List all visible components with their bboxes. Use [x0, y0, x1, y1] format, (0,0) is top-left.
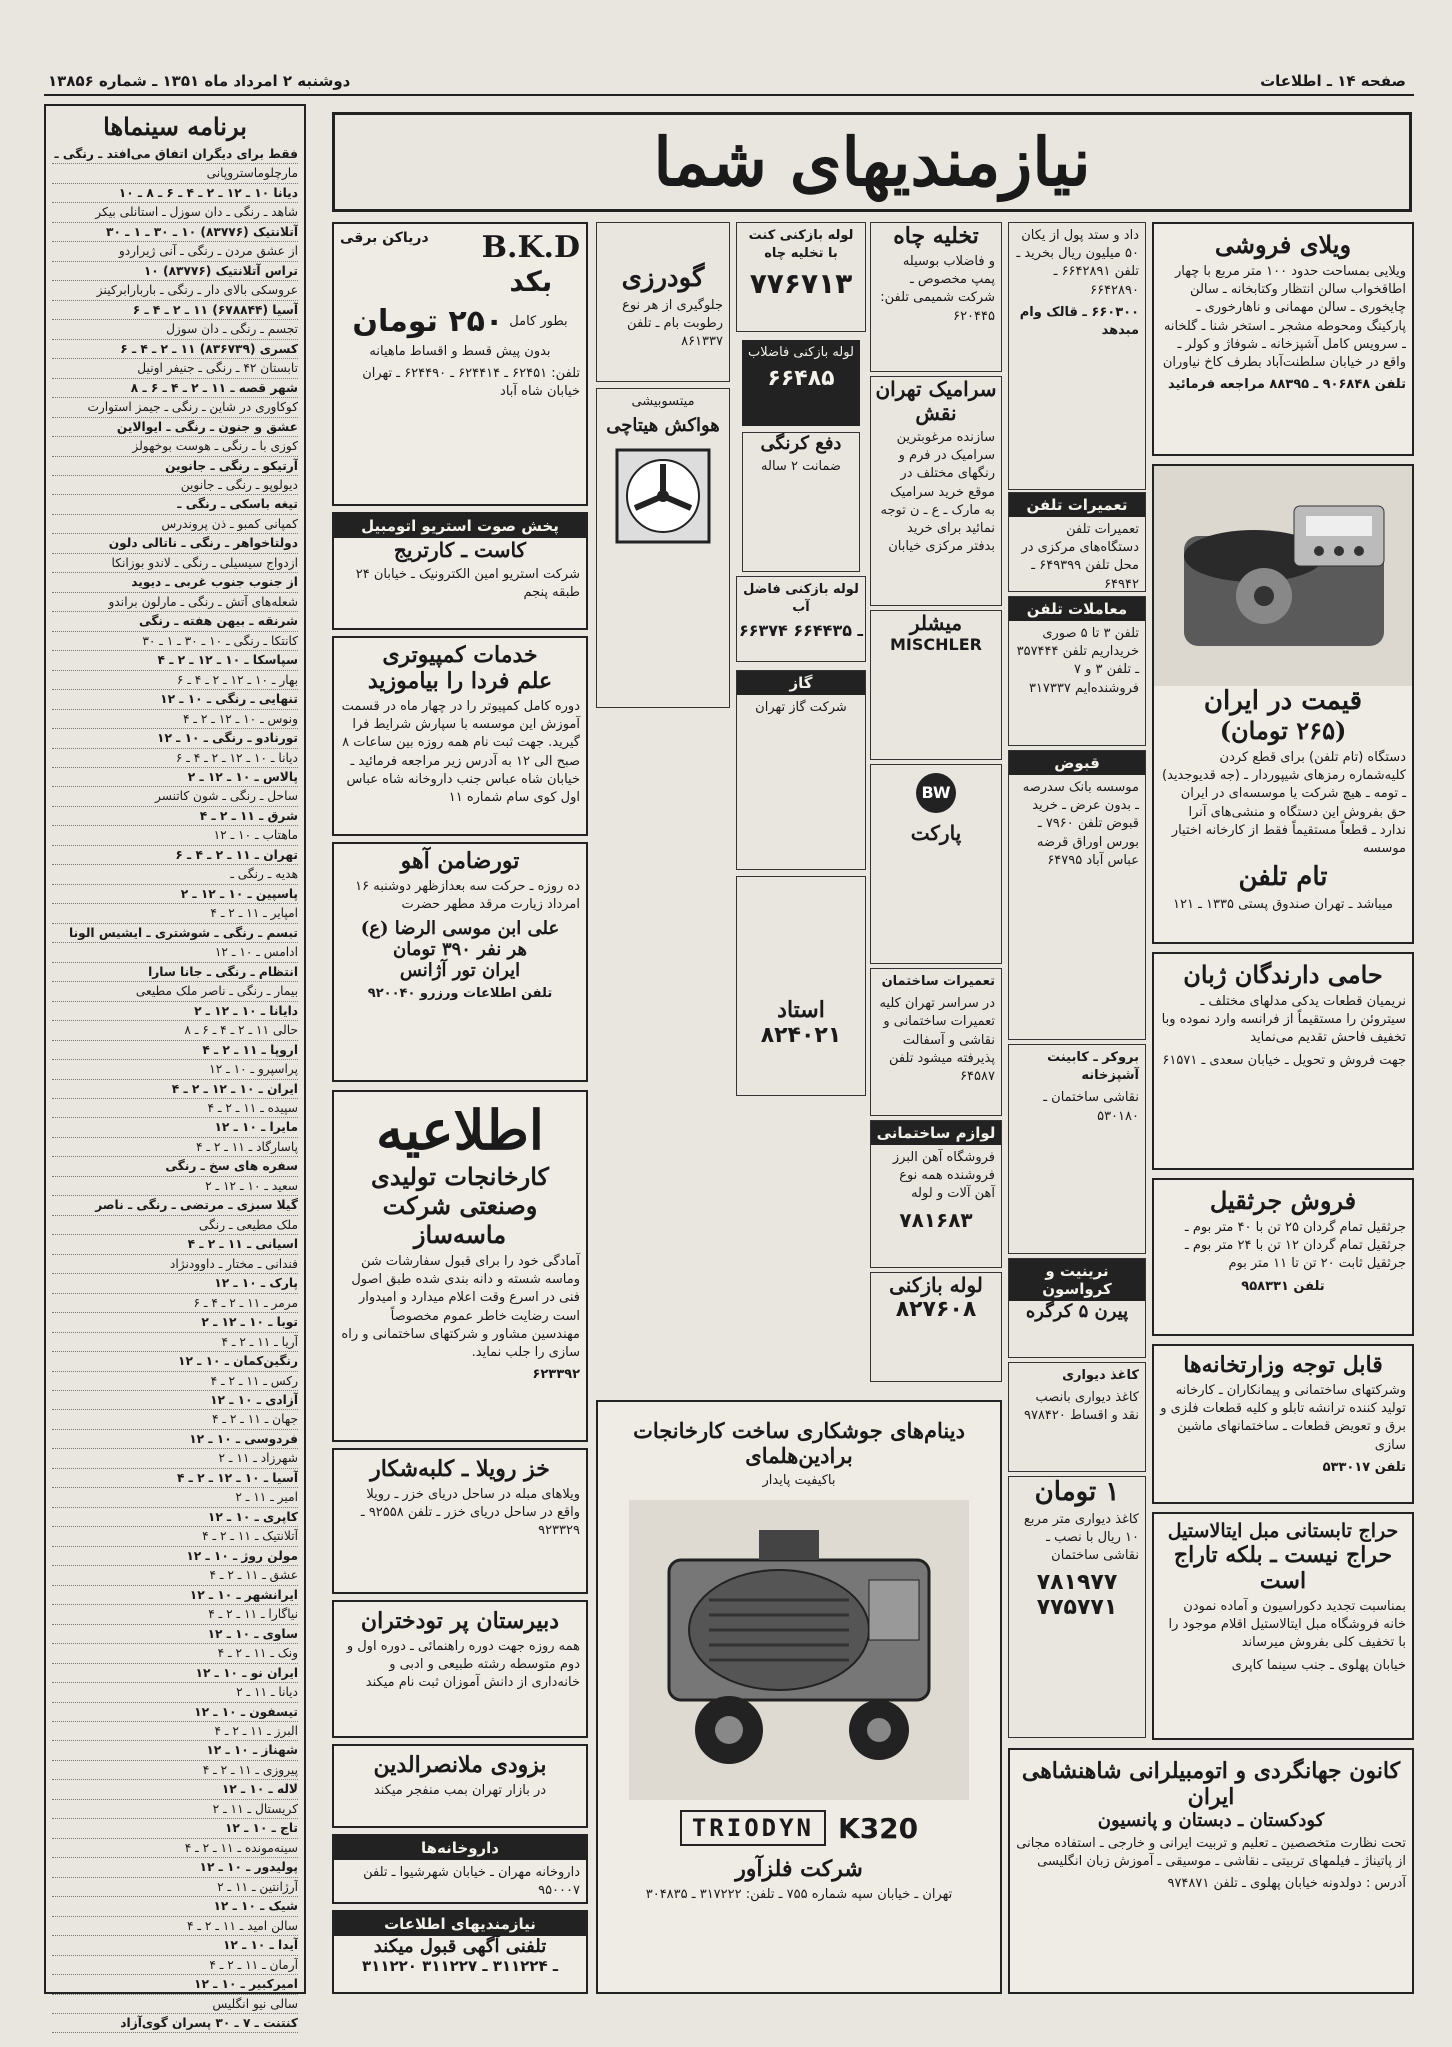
cinema-row: آرژانتین ـ ۱۱ ـ ۲ [52, 1878, 298, 1897]
ad-moamelat-tel [1008, 596, 1146, 746]
cinema-row: شعله‌های آتش ـ رنگی ـ مارلون براندو [52, 593, 298, 612]
cinema-row: کوزی با ـ رنگی ـ هوست بوخهولز [52, 437, 298, 456]
cinema-row: سالن امید ـ ۱۱ ـ ۲ ـ ۴ [52, 1917, 298, 1936]
cinema-row: انتظام ـ رنگی ـ جانا سارا [52, 963, 298, 982]
ad-bkd [332, 222, 588, 506]
ad-school [332, 1600, 588, 1738]
taamirat-tel-body: تعمیرات تلفن دستگاه‌های مرکزی در محل تلفن ۶۴۹۳۹۹ ـ ۶۴۹۴۲ [1021, 522, 1139, 592]
ad-stereo [332, 512, 588, 630]
cinema-row: جهان ـ ۱۱ ـ ۲ ـ ۴ [52, 1410, 298, 1429]
cinema-row: دایانا ـ ۱۰ ـ ۱۲ ـ ۲ [52, 1002, 298, 1021]
cinema-row: پولیدور ـ ۱۰ ـ ۱۲ [52, 1858, 298, 1877]
cinema-row: توبا ـ ۱۰ ـ ۱۲ ـ ۲ [52, 1313, 298, 1332]
language-body: نریمیان قطعات یدکی مدلهای مختلف ـ سیتروئن را مستقیماً از فرانسه وارد نموده وبا تخفیف فاحش تقدیم می‌نماید [1161, 994, 1406, 1046]
pipe-bazkon-title: لوله بازکنی [889, 1273, 983, 1297]
takhlie-body: و فاضلاب بوسیله پمپ مخصوص ـ شرکت شمیمی تلفن: ۶۲۰۴۴۵ [880, 254, 995, 324]
ad-pipe2 [742, 340, 860, 426]
club-sub: کودکستان ـ دبستان و پانسیون [1097, 1810, 1325, 1831]
cinema-row: تابستان ۴۲ ـ رنگی ـ جنیفر اونیل [52, 359, 298, 378]
ad-ahoo [332, 842, 588, 1082]
cinema-row: دولتاخواهر ـ رنگی ـ ناتالی دلون [52, 534, 298, 553]
ad-parsian [870, 764, 1002, 964]
cinema-row: کانتکا ـ رنگی ـ ۱۰ ـ ۳۰ ـ ۱ ـ ۳۰ [52, 632, 298, 651]
ad-club [1008, 1748, 1414, 1994]
takhlie-title: تخلیه چاه [893, 223, 979, 249]
cinema-row: گیلا سبزی ـ مرتضی ـ رنگی ـ ناصر [52, 1196, 298, 1215]
cinema-row: مارچلوماستروپانی [52, 164, 298, 183]
tehran-building-title: تعمیرات ساختمان [881, 974, 995, 989]
club-address: آدرس : دولدونه خیابان پهلوی ـ تلفن ۹۷۴۸۷۱ [1167, 1876, 1406, 1892]
ahoo-price: هر نفر ۳۹۰ تومان [393, 939, 527, 961]
cinema-row: نیاگارا ـ ۱۱ ـ ۲ ـ ۴ [52, 1605, 298, 1624]
cinema-row: آتلانتیک (۸۳۷۷۶) ۱۰ ـ ۳۰ ـ ۱ ـ ۳۰ [52, 223, 298, 242]
cinema-row: پارک ـ ۱۰ ـ ۱۲ [52, 1274, 298, 1293]
ad-kagh [1008, 1362, 1146, 1472]
taamirat-tel-title: تعمیرات تلفن [1009, 493, 1145, 517]
computer-title: خدمات کمپیوتری [382, 642, 538, 668]
ad-generator [596, 1400, 1002, 1994]
cinema-row: آیدا ـ ۱۰ ـ ۱۲ [52, 1936, 298, 1955]
ad-pipe3 [736, 576, 866, 662]
cinema-row: کاپری ـ ۱۰ ـ ۱۲ [52, 1508, 298, 1527]
ad-heater [596, 388, 730, 708]
cinema-row: امیر ـ ۱۱ ـ ۲ [52, 1488, 298, 1507]
cinema-row: تورنادو ـ رنگی ـ ۱۰ ـ ۱۲ [52, 729, 298, 748]
ad-loan [1008, 222, 1146, 490]
cinema-row: سینه‌مونده ـ ۱۱ ـ ۲ ـ ۴ [52, 1839, 298, 1858]
lavazem-body: فروشگاه آهن البرز فروشنده همه نوع آهن آلات و لوله [892, 1150, 995, 1202]
khazar-title: خز رویلا ـ کلبه‌شکار [370, 1456, 550, 1482]
ad-takhlie [870, 222, 1002, 372]
cinema-row: فقط برای دیگران اتفاق می‌افتد ـ رنگی ـ [52, 145, 298, 164]
issue-date: دوشنبه ۲ امرداد ماه ۱۳۵۱ ـ شماره ۱۳۸۵۶ [48, 72, 351, 90]
lavazem-phone: ۷۸۱۶۸۳ [899, 1207, 973, 1232]
cinema-row: دیانا ـ ۱۱ ـ ۲ [52, 1683, 298, 1702]
one-toman-body: کاغذ دیواری متر مربع ۱۰ ریال با نصب ـ نقاشی ساختمان [1023, 1512, 1139, 1564]
cinema-row: شیک ـ ۱۰ ـ ۱۲ [52, 1897, 298, 1916]
notice-title: اطلاعیه [376, 1098, 544, 1162]
cinema-row: شهناز ـ ۱۰ ـ ۱۲ [52, 1741, 298, 1760]
ad-computer [332, 636, 588, 836]
kagh-title: کاغذ دیواری [1062, 1368, 1139, 1383]
pipe3-title: لوله بازکنی فاضل آب [743, 582, 859, 616]
cinema-row: شهرزاد ـ ۱۱ ـ ۲ [52, 1449, 298, 1468]
ad-notice [332, 1090, 588, 1442]
ad-taamirat-tel [1008, 492, 1146, 592]
pharmacy-title: داروخانه‌ها [334, 1836, 586, 1860]
ceramic-title: سرامیک تهران نقش [875, 377, 997, 425]
cinema-row: آریا ـ ۱۱ ـ ۲ ـ ۴ [52, 1333, 298, 1352]
ad-auction [1152, 1512, 1414, 1740]
ad-language [1152, 952, 1414, 1170]
cardphone-body: دستگاه (تام تلفن) برای قطع کردن کلیه‌شماره رمزهای شیپوردار ـ (جه قدیوجدید) ـ تومه ـ هیچ شرکت یا موسسه‌ای در ایران حق بفروش این دستگاه و منشی‌های آنرا ندارد ـ قطعاً مستقیماً فقط از کارخانه اختیار موسسه [1162, 750, 1406, 856]
cinema-row: کوکاوری در شاین ـ رنگی ـ جیمز استوارت [52, 398, 298, 417]
tile-sub: پیرن ۵ کرگره [1025, 1301, 1129, 1322]
fan-icon [613, 446, 713, 546]
cinema-row: پراسپرو ـ ۱۰ ـ ۱۲ [52, 1060, 298, 1079]
cinema-row: تجسم ـ رنگی ـ دان سوزل [52, 320, 298, 339]
stereo-title: پخش صوت استریو اتومبیل [334, 514, 586, 538]
ghobooz-body: موسسه بانک سدرصه ـ بدون عرض ـ خرید قبوض تلفن ۷۹۶۰ ـ بورس اوراق قرضه عباس آباد ۶۴۷۹۵ [1022, 780, 1139, 868]
ad-pipe-bazkon [870, 1272, 1002, 1382]
ahoo-title: تورضامن آهو [400, 848, 520, 874]
ad-michelin [870, 610, 1002, 760]
cardphone-address: میباشد ـ تهران صندوق پستی ۱۳۳۵ ـ ۱۲۱ [1173, 897, 1393, 913]
ahoo-phone: تلفن اطلاعات ورزرو ۹۲۰۰۴۰ [367, 986, 553, 1002]
khazar-body: ویلاهای مبله در ساحل دریای خزر ـ رویلا واقع در ساحل دریای خزر ـ تلفن ۹۲۵۵۸ ـ ۹۲۳۳۲۹ [360, 1487, 580, 1539]
ad-molla [332, 1744, 588, 1828]
kagh-body: کاغذ دیواری بانصب نقد و اقساط ۹۷۸۴۲۰ [1023, 1390, 1139, 1424]
cinema-row: ازدواج سیسیلی ـ رنگی ـ لاندو بوزانکا [52, 554, 298, 573]
ad-dafe [742, 432, 860, 572]
generator-brand: TRIODYN [680, 1810, 826, 1846]
ad-ceramic [870, 376, 1002, 606]
auction-body: بمناسبت تجدید دکوراسیون و آماده نمودن خانه فروشگاه مبل ایتالاستیل اقلام موجود را با تخفیف کلی بفروش میرساند [1168, 1599, 1406, 1651]
bkd-tag: دریاکن برقی [340, 230, 429, 246]
school-body: همه روزه جهت دوره راهنمائی ـ دوره اول و دوم متوسطه رشته طبیعی و ادبی و خانه‌داری از دانش آموزان ثبت نام میکند [346, 1639, 580, 1691]
one-toman-title: ۱ تومان [1034, 1477, 1120, 1507]
bkd-price-label: بطور کامل [509, 314, 568, 329]
cinema-row: ملک مطیعی ـ رنگی [52, 1216, 298, 1235]
cinema-row: سپاسکا ـ ۱۰ ـ ۱۲ ـ ۲ ـ ۴ [52, 651, 298, 670]
cinema-row: ایرانشهر ـ ۱۰ ـ ۱۲ [52, 1586, 298, 1605]
cinema-row: ماهتاب ـ ۱۰ ـ ۱۲ [52, 826, 298, 845]
cardphone-title: قیمت در ایران [1203, 686, 1363, 716]
needs-phone: ۳۱۱۲۲۰ ـ ۳۱۱۲۲۴ ـ ۳۱۱۲۲۷ [362, 1957, 558, 1975]
auction-address: خیابان پهلوی ـ جنب سینما کاپری [1231, 1657, 1406, 1673]
cinema-row: امیرکبیر ـ ۱۰ ـ ۱۲ [52, 1975, 298, 1994]
welding-generator-image [629, 1500, 969, 1800]
cinema-row: تنهایی ـ رنگی ـ ۱۰ ـ ۱۲ [52, 690, 298, 709]
cinema-row: عشق ـ ۱۱ ـ ۲ ـ ۴ [52, 1566, 298, 1585]
cinema-row: شاهد ـ رنگی ـ دان سوزل ـ استانلی بیکر [52, 203, 298, 222]
cinema-row: فردوسی ـ ۱۰ ـ ۱۲ [52, 1430, 298, 1449]
moamelat-tel-title: معاملات تلفن [1009, 597, 1145, 621]
crane-title: فروش جرثقیل [1209, 1186, 1357, 1215]
ad-tehran-building [870, 968, 1002, 1116]
ad-pharmacy [332, 1834, 588, 1904]
stereo-body: شرکت استریو امین الکترونیک ـ خیابان ۲۴ طبقه پنجم [355, 567, 580, 601]
moamelat-tel-body: تلفن ۳ تا ۵ صوری خریداریم تلفن ۳۵۷۴۴۴ ـ تلفن ۳ و ۷ فروشنده‌ایم ۳۱۷۳۳۷ [1016, 626, 1139, 696]
cinema-row: کنتنت ـ ۷ ـ ۳۰ پسران گوی‌آزاد [52, 2014, 298, 2033]
kitchen-body: نقاشی ساختمان ـ ۵۳۰۱۸۰ [1043, 1090, 1139, 1124]
heater-label: میتسوبیشی [631, 394, 695, 409]
telephone-icon [1154, 466, 1412, 686]
ad-crane [1152, 1178, 1414, 1336]
cinema-row: سفره های سخ ـ رنگی [52, 1157, 298, 1176]
cinema-row: کریستال ـ ۱۱ ـ ۲ [52, 1800, 298, 1819]
ad-needs [332, 1910, 588, 1994]
pharmacy-body: داروخانه مهران ـ خیابان شهرشیوا ـ تلفن ۹۵۰۰۰۷ [363, 1865, 580, 1899]
cinema-listings [44, 104, 306, 2030]
generator-title: دینام‌های جوشکاری ساخت کارخانجات برادین‌هلمای [633, 1418, 965, 1468]
cinema-row: آزادی ـ ۱۰ ـ ۱۲ [52, 1391, 298, 1410]
gas-title: گاز [737, 671, 865, 695]
cinema-row: دیولوپو ـ رنگی ـ جانوین [52, 476, 298, 495]
cinema-row: ونک ـ ۱۱ ـ ۲ ـ ۴ [52, 1644, 298, 1663]
needs-title: نیازمندیهای اطلاعات [334, 1912, 586, 1936]
notice-sub: کارخانجات تولیدی وصنعتی شرکت ماسه‌ساز [371, 1162, 549, 1249]
villa-body: ویلایی بمساحت حدود ۱۰۰ متر مربع با چهار اطاقخواب سالن انتظار وکتابخانه ـ سالن چایخوری ـ سالن مهمانی و ناهارخوری ـ پارکینگ ومحوطه مشجر ـ استخر شنا ـ گلخانه ـ سرویس کامل آشپزخانه ـ شوفاژ و کولر ـ واقع در خیابان سلطنت‌آباد بطرف کاخ نیاوران [1162, 264, 1406, 370]
one-toman-phone-1: ۷۸۱۹۷۷ [1036, 1569, 1118, 1595]
cinema-row: سالی نیو انگلیس [52, 1995, 298, 2014]
cinema-row: سپیده ـ ۱۱ ـ ۲ ـ ۴ [52, 1099, 298, 1118]
kitchen-title: بروکر ـ کابینت آشپزخانه [1047, 1050, 1139, 1084]
bkd-address: تلفن: ۶۲۴۵۱ ـ ۶۲۴۴۱۴ ـ ۶۲۴۴۹۰ ـ تهران خیابان شاه آباد [362, 366, 580, 400]
cinema-row: رکس ـ ۱۱ ـ ۲ ـ ۴ [52, 1372, 298, 1391]
cinema-row: سعید ـ ۱۰ ـ ۱۲ ـ ۲ [52, 1177, 298, 1196]
ahoo-body: ده روزه ـ حرکت سه بعدازظهر دوشنبه ۱۶ امرداد زیارت مرقد مطهر حضرت [355, 879, 580, 913]
ghodzi-body: جلوگیری از هر نوع رطوبت بام ـ تلفن ۸۶۱۳۳۷ [622, 298, 723, 350]
ahoo-agency: ایران تور آژانس [399, 960, 521, 982]
language-address: جهت فروش و تحویل ـ خیابان سعدی ـ ۶۱۵۷۱ [1162, 1052, 1406, 1068]
cinema-row: دیانا ـ ۱۰ ـ ۱۲ ـ ۲ ـ ۴ ـ ۶ [52, 749, 298, 768]
tile-title: نرینیت و کرواسون [1009, 1259, 1145, 1301]
cinema-row: ادامس ـ ۱۰ ـ ۱۲ [52, 943, 298, 962]
cinema-row: پیروزی ـ ۱۱ ـ ۲ ـ ۴ [52, 1761, 298, 1780]
pipe1-title: لوله بازکنی کنت با تخلیه چاه [748, 228, 854, 262]
ad-kitchen [1008, 1044, 1146, 1254]
cinema-row: پاسارگاد ـ ۱۱ ـ ۲ ـ ۴ [52, 1138, 298, 1157]
cinema-row: دیانا ۱۰ ـ ۱۲ ـ ۲ ـ ۴ ـ ۶ ـ ۸ ـ ۱۰ [52, 184, 298, 203]
ahoo-name: علی ابن موسی الرضا (ع) [360, 918, 560, 940]
generator-address: تهران ـ خیابان سپه شماره ۷۵۵ ـ تلفن: ۳۱۷۲۲۲ ـ ۳۰۴۸۳۵ [645, 1887, 953, 1903]
one-toman-phone-2: ۷۷۵۷۷۱ [1036, 1594, 1118, 1620]
heater-title: هواکش هیتاچی [606, 415, 720, 437]
ostad-title: استاد [777, 997, 825, 1023]
cinema-row: رنگین‌کمان ـ ۱۰ ـ ۱۲ [52, 1352, 298, 1371]
villa-title: ویلای فروشی [1214, 230, 1352, 259]
print-phone: تلفن ۵۳۳۰۱۷ [1322, 1459, 1406, 1475]
cardphone-price: (۲۶۵ تومان) [1219, 716, 1347, 745]
ad-print [1152, 1344, 1414, 1504]
cinema-row: تهران ـ ۱۱ ـ ۲ ـ ۴ ـ ۶ [52, 846, 298, 865]
computer-body: دوره کامل کمپیوتر را در چهار ماه در قسمت آموزش این موسسه با سپارش شرایط فرا گیرید. جهت ثبت نام همه روزه بین ساعات ۸ صبح الی ۱۲ به آدرس زیر مراجعه فرمائید ـ خیابان شاه عباس جنب داروخانه شاه عباس اول کوی سام شماره ۱۱ [341, 699, 580, 805]
crane-phone: تلفن ۹۵۸۳۳۱ [1241, 1278, 1325, 1294]
gas-body: شرکت گاز تهران [755, 700, 847, 715]
michelin-brand: MISCHLER [890, 635, 982, 654]
cinema-row: آرمان ـ ۱۱ ـ ۲ ـ ۴ [52, 1956, 298, 1975]
parsian-title: پارکت [910, 821, 962, 845]
cinema-row: ونوس ـ ۱۰ ـ ۱۲ ـ ۲ ـ ۴ [52, 710, 298, 729]
cinema-row: بهار ـ ۱۰ ـ ۱۲ ـ ۲ ـ ۴ ـ ۶ [52, 671, 298, 690]
cinema-row: هدیه ـ رنگی ـ [52, 865, 298, 884]
pipe3-phone: ۶۶۳۷۴ ـ ۶۶۴۴۳۵ [738, 621, 864, 641]
cinema-row: امپایر ـ ۱۱ ـ ۲ ـ ۴ [52, 904, 298, 923]
club-title: کانون جهانگردی و اتومبیلرانی شاهنشاهی ایران [1021, 1758, 1401, 1810]
parsian-brand: BW [916, 773, 956, 813]
cinema-row: پاسپین ـ ۱۰ ـ ۱۲ ـ ۲ [52, 885, 298, 904]
cinema-row: بیمار ـ رنگی ـ ناصر ملک مطیعی [52, 982, 298, 1001]
pipe-bazkon-phone: ۸۲۷۶۰۸ [895, 1297, 977, 1322]
cinema-row: آتلانتیک ـ ۱۱ ـ ۲ ـ ۴ [52, 1527, 298, 1546]
ad-cardphone [1152, 464, 1414, 944]
cinema-row: اروپا ـ ۱۱ ـ ۲ ـ ۴ [52, 1041, 298, 1060]
school-title: دبیرستان پر تودختران [360, 1608, 560, 1634]
loan-text: داد و ستد پول از یکان ۵۰ میلیون ریال بخرید ـ تلفن ۶۶۴۲۸۹۱ ـ ۶۶۴۲۸۹۰ [1016, 228, 1139, 298]
telephone-device-image [1154, 466, 1412, 686]
cinema-row: تراس آتلانتیک (۸۳۷۷۶) ۱۰ [52, 262, 298, 281]
dafe-body: ضمانت ۲ ساله [761, 459, 841, 474]
cinema-row: شهر قصه ـ ۱۱ ـ ۲ ـ ۴ ـ ۶ ـ ۸ [52, 379, 298, 398]
cinema-row: ساحل ـ رنگی ـ شون کاتنسر [52, 787, 298, 806]
cinema-row: فندانی ـ مختار ـ داوودنژاد [52, 1255, 298, 1274]
molla-title: بزودی ملانصرالدین [373, 1752, 547, 1778]
stereo-sub: کاست ـ کارتریج [393, 538, 527, 562]
generator-model: K320 [838, 1811, 919, 1845]
cinema-row: اسیانی ـ ۱۱ ـ ۲ ـ ۴ [52, 1235, 298, 1254]
ad-villa [1152, 222, 1414, 456]
cinema-row: تاج ـ ۱۰ ـ ۱۲ [52, 1819, 298, 1838]
ad-gas [736, 670, 866, 870]
notice-phone: ۶۲۳۳۹۲ [532, 1367, 580, 1383]
loan-sub: ۶۶۰۳۰۰ ـ قالک وام مبدهد [1019, 304, 1139, 338]
auction-sub: حراج نیست ـ بلکه تاراج است [1173, 1542, 1393, 1594]
language-title: حامی دارندگان ژبان [1183, 960, 1383, 989]
cinema-row: شرق ـ ۱۱ ـ ۲ ـ ۴ [52, 807, 298, 826]
tehran-building-body: در سراسر تهران کلیه تعمیرات ساختمانی و نقاشی و آسفالت پذیرفته میشود تلفن ۶۴۵۸۷ [879, 996, 995, 1084]
cinema-row: عروسکی بالای دار ـ رنگی ـ باربارابرکینز [52, 281, 298, 300]
cinema-list [46, 145, 304, 2033]
cinema-row: آسیا (۶۷۸۸۴۴) ۱۱ ـ ۲ ـ ۴ ـ ۶ [52, 301, 298, 320]
cinema-row: حالی ۱۱ ـ ۲ ـ ۴ ـ ۶ ـ ۸ [52, 1021, 298, 1040]
cinema-row: از جنوب جنوب غربی ـ دیوید [52, 573, 298, 592]
computer-sub: علم فردا را بیاموزید [367, 668, 553, 694]
cinema-row: ایران نو ـ ۱۰ ـ ۱۲ [52, 1664, 298, 1683]
bkd-sub: بدون پیش قسط و اقساط ماهیانه [369, 344, 551, 359]
print-body: وشرکتهای ساختمانی و پیمانکاران ـ کارخانه تولید کننده ترانشه تابلو و کلیه قطعات فلزی و برق و تعویض قطعات ـ ساختمانهای ماشین سازی [1160, 1383, 1406, 1453]
generator-sub: باکیفیت پایدار [762, 1473, 836, 1488]
cardphone-brand: تام تلفن [1238, 862, 1328, 893]
ghobooz-title: قبوض [1009, 751, 1145, 775]
cinema-row: شرنقه ـ بیهن هفته ـ رنگی [52, 612, 298, 631]
cinema-row: آرتیکو ـ رنگی ـ جانوین [52, 457, 298, 476]
ad-one-toman [1008, 1476, 1146, 1738]
cinema-row: تبسم ـ رنگی ـ شوشتری ـ ایشیس الونا [52, 924, 298, 943]
ad-khazar [332, 1448, 588, 1594]
cinema-row: ساوی ـ ۱۰ ـ ۱۲ [52, 1625, 298, 1644]
ad-ghodzi [596, 222, 730, 382]
dafe-title: دفع کرنگی [760, 433, 842, 454]
generator-company: شرکت فلزآور [735, 1856, 863, 1883]
club-body: تحت نظارت متخصصین ـ تعلیم و تربیت ایرانی و خارجی ـ استفاده مجانی از پاتیناژ ـ فیلمهای تربیتی ـ نقاشی ـ موسیقی ـ آموزش زبان انگلیسی [1016, 1836, 1406, 1870]
cinema-row: مرمر ـ ۱۱ ـ ۲ ـ ۴ ـ ۶ [52, 1294, 298, 1313]
classifieds-banner [332, 112, 1412, 212]
ceramic-body: سازنده مرغوبترین سرامیک در فرم و رنگهای مختلف در موقع خرید سرامیک به مارک ـ ع ـ ن توجه نمائید برای خرید بدفتر مرکزی خیابان [880, 430, 995, 555]
ghodzi-title: گودرزی [621, 263, 705, 293]
ad-pipe1 [736, 222, 866, 332]
banner-title: نیازمندیهای شما [653, 123, 1091, 201]
cinema-row: ایران ـ ۱۰ ـ ۱۲ ـ ۲ ـ ۴ [52, 1080, 298, 1099]
ad-tile [1008, 1258, 1146, 1358]
crane-body: جرثقیل تمام گردان ۲۵ تن با ۴۰ متر بوم ـ جرثقیل تمام گردان ۱۲ تن با ۲۴ متر بوم ـ جرثقیل ثابت ۲۰ تن تا ۱۱ متر بوم [1184, 1220, 1406, 1272]
cinema-row: کمپانی کمبو ـ ذن پروندرس [52, 515, 298, 534]
print-title: قابل توجه وزارتخانه‌ها [1183, 1352, 1383, 1378]
bkd-price: ۲۵۰ تومان [352, 304, 504, 339]
needs-sub: تلفنی آگهی قبول میکند [373, 1936, 547, 1957]
cinema-row: عشق و جنون ـ رنگی ـ ایوالاین [52, 418, 298, 437]
lavazem-title: لوازم ساختمانی [871, 1121, 1001, 1145]
page-label: صفحه ۱۴ ـ اطلاعات [1260, 72, 1406, 90]
pipe2-title: لوله بازکنی فاضلاب [748, 345, 854, 360]
generator-icon [629, 1500, 969, 1800]
cinema-row: از عشق مردن ـ رنگی ـ آنی ژیراردو [52, 242, 298, 261]
molla-body: در بازار تهران بمب منفجر میکند [373, 1783, 547, 1798]
michelin-title: میشلر [909, 611, 963, 635]
auction-title: حراج تابستانی مبل ایتالاستیل [1167, 1520, 1399, 1542]
page-header [44, 70, 1414, 96]
pipe1-phone: ۷۷۶۷۱۳ [749, 267, 853, 301]
notice-body: آمادگی خود را برای قبول سفارشات شن وماسه شسته و دانه بندی شده طبق اصول فنی در اسرع وقت اعلام میدارد و امیدوار است رضایت خاطر عموم مخصوصاً مهندسین مشاور و شرکتهای ساختمانی و راه سازی را جلب نماید. [341, 1254, 580, 1360]
pipe2-phone: ۶۶۴۸۵ [767, 366, 835, 392]
cinema-row: مولن روژ ـ ۱۰ ـ ۱۲ [52, 1547, 298, 1566]
ad-lavazem [870, 1120, 1002, 1268]
cinema-row: مایرا ـ ۱۰ ـ ۱۲ [52, 1118, 298, 1137]
bkd-brand: B.K.D [481, 230, 580, 265]
cinema-title: برنامه سینماها [103, 112, 247, 141]
cinema-row: تیسفون ـ ۱۰ ـ ۱۲ [52, 1703, 298, 1722]
villa-phone: تلفن ۹۰۶۸۴۸ ـ ۸۸۳۹۵ مراجعه فرمائید [1167, 377, 1406, 393]
cinema-row: کسری (۸۳۶۷۳۹) ۱۱ ـ ۲ ـ ۴ ـ ۶ [52, 340, 298, 359]
ad-ostad [736, 876, 866, 1096]
cinema-row: آسیا ـ ۱۰ ـ ۱۲ ـ ۲ ـ ۴ [52, 1469, 298, 1488]
ostad-phone: ۸۲۴۰۲۱ [760, 1023, 842, 1048]
cinema-row: البرز ـ ۱۱ ـ ۲ ـ ۴ [52, 1722, 298, 1741]
cinema-row: لاله ـ ۱۰ ـ ۱۲ [52, 1780, 298, 1799]
bkd-brand-fa: بکد [509, 265, 553, 298]
cinema-row: تیغه باسکی ـ رنگی ـ [52, 495, 298, 514]
ad-ghobooz [1008, 750, 1146, 1040]
cinema-row: پالاس ـ ۱۰ ـ ۱۲ ـ ۲ [52, 768, 298, 787]
